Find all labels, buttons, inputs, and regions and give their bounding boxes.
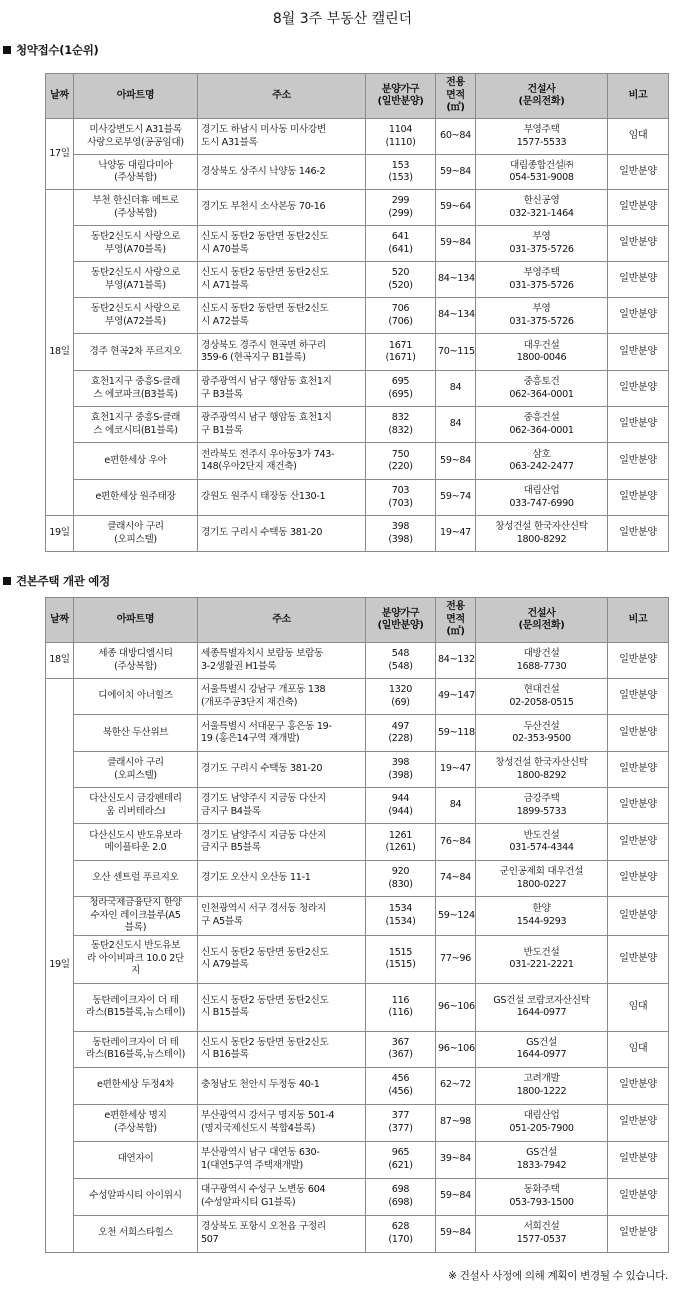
area-cell: 59~84 [436,1215,476,1252]
address-cell: 대구광역시 수성구 노변동 604 (수성알파시티 G1블록) [198,1178,366,1215]
table-row [46,334,669,371]
table-row [46,407,669,443]
section-heading-model-house [3,573,110,589]
table-row [46,443,669,480]
note-cell: 일반분양 [608,371,669,407]
column-header: 비고 [608,598,669,643]
units-cell: 398 (398) [366,516,436,552]
units-cell: 116 (116) [366,983,436,1031]
area-cell: 19~47 [436,752,476,788]
builder-cell: 군인공제회 대우건설 1800-0227 [476,861,608,897]
builder-cell: 현대건설 02-2058-0515 [476,679,608,715]
area-cell: 59~84 [436,155,476,190]
area-cell: 76~84 [436,824,476,861]
square-bullet-icon [3,46,11,54]
table-row [46,1031,669,1067]
column-header: 건설사 (문의전화) [476,598,608,643]
table-row [46,643,669,679]
apartment-name-cell: 동탄레이크자이 더 테 라스(B16블록,뉴스테이) [74,1031,198,1067]
units-cell: 520 (520) [366,262,436,298]
column-header: 아파트명 [74,74,198,119]
apartment-name-cell: 효천1지구 중흥S-클래 스 에코시티(B1블록) [74,407,198,443]
table-row [46,155,669,190]
section-heading-subscription [3,42,98,58]
builder-cell: 삼호 063-242-2477 [476,443,608,480]
units-cell: 695 (695) [366,371,436,407]
builder-cell: 두산건설 02-353-9500 [476,715,608,752]
table-row [46,371,669,407]
date-cell: 19일 [46,516,74,552]
units-cell: 920 (830) [366,861,436,897]
builder-cell: 창성건설 한국자산신탁 1800-8292 [476,516,608,552]
apartment-name-cell: 세종 대방디엠시티 (주상복합) [74,643,198,679]
apartment-name-cell: 클래시아 구리 (오피스텔) [74,752,198,788]
section-heading-label: 견본주택 개관 예정 [16,574,110,588]
builder-cell: 중흥건설 062-364-0001 [476,407,608,443]
address-cell: 서울특별시 강남구 개포동 138 (개포주공3단지 재건축) [198,679,366,715]
builder-cell: 대림산업 051-205-7900 [476,1104,608,1141]
address-cell: 세종특별자치시 보람동 보람동 3-2생활권 H1블록 [198,643,366,679]
note-cell: 일반분양 [608,715,669,752]
builder-cell: 부영 031-375-5726 [476,298,608,334]
header-row [46,598,669,643]
note-cell: 일반분양 [608,334,669,371]
units-cell: 1104 (1110) [366,119,436,155]
area-cell: 49~147 [436,679,476,715]
note-cell: 일반분양 [608,226,669,262]
table-row [46,679,669,715]
builder-cell: 대방건설 1688-7730 [476,643,608,679]
column-header: 분양가구 (일반분양) [366,74,436,119]
note-cell: 임대 [608,983,669,1031]
table-row [46,480,669,516]
apartment-name-cell: 효천1지구 중흥S-클래 스 에코파크(B3블록) [74,371,198,407]
section2-table [45,597,669,1253]
units-cell: 1515 (1515) [366,935,436,983]
builder-cell: 부영주택 1577-5533 [476,119,608,155]
table-row [46,190,669,226]
address-cell: 경기도 남양주시 지금동 다산지 금지구 B4블록 [198,788,366,824]
note-cell: 일반분양 [608,190,669,226]
column-header: 건설사 (문의전화) [476,74,608,119]
table-row [46,298,669,334]
square-bullet-icon [3,577,11,585]
address-cell: 서울특별시 서대문구 홍은동 19- 19 (홍은14구역 재개발) [198,715,366,752]
units-cell: 367 (367) [366,1031,436,1067]
column-header: 날짜 [46,74,74,119]
address-cell: 강원도 원주시 태장동 산130-1 [198,480,366,516]
units-cell: 750 (220) [366,443,436,480]
area-cell: 70~115 [436,334,476,371]
table-row [46,983,669,1031]
builder-cell: 대우건설 1800-0046 [476,334,608,371]
area-cell: 59~124 [436,897,476,936]
apartment-name-cell: 다산신도시 금강펜테리 움 리버테라스Ⅰ [74,788,198,824]
area-cell: 59~84 [436,226,476,262]
units-cell: 698 (698) [366,1178,436,1215]
units-cell: 1320 (69) [366,679,436,715]
table-row [46,516,669,552]
table-row [46,752,669,788]
table-row [46,788,669,824]
area-cell: 96~106 [436,983,476,1031]
area-cell: 84 [436,407,476,443]
units-cell: 497 (228) [366,715,436,752]
date-cell: 19일 [46,679,74,1253]
area-cell: 84~132 [436,643,476,679]
note-cell: 일반분양 [608,262,669,298]
column-header: 전용 면적 (㎡) [436,74,476,119]
builder-cell: 고려개발 1800-1222 [476,1067,608,1104]
table-row [46,897,669,936]
address-cell: 경기도 오산시 오산동 11-1 [198,861,366,897]
apartment-name-cell: 미사강변도시 A31블록 사랑으로부영(공공임대) [74,119,198,155]
table-row [46,1067,669,1104]
address-cell: 경기도 부천시 소사본동 70-16 [198,190,366,226]
note-cell: 일반분양 [608,1141,669,1178]
apartment-name-cell: 동탄레이크자이 더 테 라스(B15블록,뉴스테이) [74,983,198,1031]
note-cell: 일반분양 [608,155,669,190]
column-header: 주소 [198,598,366,643]
address-cell: 신도시 동탄2 동탄면 동탄2신도 시 A72블록 [198,298,366,334]
builder-cell: GS건설 1644-0977 [476,1031,608,1067]
units-cell: 398 (398) [366,752,436,788]
units-cell: 456 (456) [366,1067,436,1104]
units-cell: 1671 (1671) [366,334,436,371]
units-cell: 548 (548) [366,643,436,679]
address-cell: 경기도 구리시 수택동 381-20 [198,516,366,552]
address-cell: 부산광역시 남구 대연동 630- 1(대연5구역 주택재개발) [198,1141,366,1178]
note-cell: 일반분양 [608,516,669,552]
apartment-name-cell: 청라국제금융단지 한양 수자인 레이크블루(A5 블록) [74,897,198,936]
address-cell: 신도시 동탄2 동탄면 동탄2신도 시 A71블록 [198,262,366,298]
table-row [46,1215,669,1252]
table-row [46,226,669,262]
note-cell: 임대 [608,1031,669,1067]
note-cell: 일반분양 [608,1215,669,1252]
column-header: 날짜 [46,598,74,643]
apartment-name-cell: 클래시아 구리 (오피스텔) [74,516,198,552]
note-cell: 일반분양 [608,1178,669,1215]
builder-cell: 창성건설 한국자산신탁 1800-8292 [476,752,608,788]
area-cell: 96~106 [436,1031,476,1067]
units-cell: 965 (621) [366,1141,436,1178]
area-cell: 59~84 [436,443,476,480]
units-cell: 377 (377) [366,1104,436,1141]
address-cell: 신도시 동탄2 동탄면 동탄2신도 시 A79블록 [198,935,366,983]
area-cell: 59~64 [436,190,476,226]
address-cell: 인천광역시 서구 경서동 청라지 구 A5블록 [198,897,366,936]
address-cell: 광주광역시 남구 행암동 효천1지 구 B3블록 [198,371,366,407]
date-cell: 18일 [46,190,74,516]
units-cell: 153 (153) [366,155,436,190]
apartment-name-cell: e편한세상 명지 (주상복합) [74,1104,198,1141]
table-row [46,1178,669,1215]
table-row [46,1141,669,1178]
units-cell: 944 (944) [366,788,436,824]
note-cell: 일반분양 [608,788,669,824]
builder-cell: 한양 1544-9293 [476,897,608,936]
note-cell: 일반분양 [608,824,669,861]
area-cell: 84~134 [436,262,476,298]
table-row [46,824,669,861]
note-cell: 일반분양 [608,935,669,983]
apartment-name-cell: 동탄2신도시 사랑으로 부영(A71블록) [74,262,198,298]
note-cell: 일반분양 [608,897,669,936]
address-cell: 경기도 하남시 미사동 미사강변 도시 A31블록 [198,119,366,155]
table-row [46,1104,669,1141]
apartment-name-cell: 경주 현곡2차 푸르지오 [74,334,198,371]
apartment-name-cell: 수성알파시티 아이위시 [74,1178,198,1215]
note-cell: 일반분양 [608,1104,669,1141]
note-cell: 일반분양 [608,679,669,715]
section-heading-label: 청약접수(1순위) [16,43,99,57]
builder-cell: 대림종합건설㈜ 054-531-9008 [476,155,608,190]
area-cell: 62~72 [436,1067,476,1104]
apartment-name-cell: 북한산 두산위브 [74,715,198,752]
column-header: 주소 [198,74,366,119]
area-cell: 77~96 [436,935,476,983]
note-cell: 일반분양 [608,407,669,443]
address-cell: 신도시 동탄2 동탄면 동탄2신도 시 B16블록 [198,1031,366,1067]
table-row [46,262,669,298]
area-cell: 87~98 [436,1104,476,1141]
builder-cell: 금강주택 1899-5733 [476,788,608,824]
area-cell: 39~84 [436,1141,476,1178]
table-row [46,935,669,983]
apartment-name-cell: 부천 한신더휴 메트로 (주상복합) [74,190,198,226]
builder-cell: 부영 031-375-5726 [476,226,608,262]
note-cell: 일반분양 [608,861,669,897]
apartment-name-cell: 낙양동 대림다미아 (주상복합) [74,155,198,190]
units-cell: 628 (170) [366,1215,436,1252]
note-cell: 일반분양 [608,752,669,788]
builder-cell: 대림산업 033-747-6990 [476,480,608,516]
column-header: 아파트명 [74,598,198,643]
area-cell: 59~118 [436,715,476,752]
note-cell: 일반분양 [608,298,669,334]
apartment-name-cell: 다산신도시 반도유보라 메이플타운 2.0 [74,824,198,861]
area-cell: 59~74 [436,480,476,516]
builder-cell: 서희건설 1577-0537 [476,1215,608,1252]
apartment-name-cell: 대연자이 [74,1141,198,1178]
address-cell: 전라북도 전주시 우아동3가 743- 148(우아2단지 재건축) [198,443,366,480]
header-row [46,74,669,119]
address-cell: 신도시 동탄2 동탄면 동탄2신도 시 A70블록 [198,226,366,262]
units-cell: 832 (832) [366,407,436,443]
builder-cell: 동화주택 053-793-1500 [476,1178,608,1215]
address-cell: 경상북도 상주시 낙양동 146-2 [198,155,366,190]
area-cell: 19~47 [436,516,476,552]
address-cell: 충청남도 천안시 두정동 40-1 [198,1067,366,1104]
footnote: ※ 건설사 사정에 의해 계획이 변경될 수 있습니다. [448,1270,668,1282]
apartment-name-cell: 동탄2신도시 사랑으로 부영(A72블록) [74,298,198,334]
section1-table [45,73,669,552]
column-header: 전용 면적 (㎡) [436,598,476,643]
units-cell: 299 (299) [366,190,436,226]
note-cell: 임대 [608,119,669,155]
apartment-name-cell: 오산 센트럴 푸르지오 [74,861,198,897]
area-cell: 84 [436,371,476,407]
address-cell: 경기도 구리시 수택동 381-20 [198,752,366,788]
builder-cell: 한신공영 032-321-1464 [476,190,608,226]
units-cell: 641 (641) [366,226,436,262]
column-header: 분양가구 (일반분양) [366,598,436,643]
apartment-name-cell: e편한세상 우아 [74,443,198,480]
builder-cell: 반도건설 031-574-4344 [476,824,608,861]
area-cell: 84~134 [436,298,476,334]
apartment-name-cell: e편한세상 두정4차 [74,1067,198,1104]
units-cell: 1534 (1534) [366,897,436,936]
table-row [46,119,669,155]
units-cell: 703 (703) [366,480,436,516]
builder-cell: GS건설 코람코자산신탁 1644-0977 [476,983,608,1031]
area-cell: 59~84 [436,1178,476,1215]
note-cell: 일반분양 [608,480,669,516]
note-cell: 일반분양 [608,1067,669,1104]
builder-cell: 반도건설 031-221-2221 [476,935,608,983]
apartment-name-cell: 동탄2신도시 반도유보 라 아이비파크 10.0 2단 지 [74,935,198,983]
address-cell: 경기도 남양주시 지금동 다산지 금지구 B5블록 [198,824,366,861]
apartment-name-cell: e편한세상 원주태장 [74,480,198,516]
note-cell: 일반분양 [608,443,669,480]
note-cell: 일반분양 [608,643,669,679]
address-cell: 경상북도 포항시 오천읍 구정리 507 [198,1215,366,1252]
address-cell: 광주광역시 남구 행암동 효천1지 구 B1블록 [198,407,366,443]
address-cell: 경상북도 경주시 현곡면 하구리 359-6 (현곡지구 B1블록) [198,334,366,371]
date-cell: 18일 [46,643,74,679]
address-cell: 신도시 동탄2 동탄면 동탄2신도 시 B15블록 [198,983,366,1031]
table-row [46,861,669,897]
apartment-name-cell: 동탄2신도시 사랑으로 부영(A70블록) [74,226,198,262]
column-header: 비고 [608,74,669,119]
units-cell: 706 (706) [366,298,436,334]
table-row [46,715,669,752]
address-cell: 부산광역시 강서구 명지동 501-4 (명지국제신도시 복합4블록) [198,1104,366,1141]
area-cell: 74~84 [436,861,476,897]
area-cell: 84 [436,788,476,824]
builder-cell: 중흥토건 062-364-0001 [476,371,608,407]
builder-cell: GS건설 1833-7942 [476,1141,608,1178]
units-cell: 1261 (1261) [366,824,436,861]
apartment-name-cell: 디에이치 아너힐즈 [74,679,198,715]
date-cell: 17일 [46,119,74,190]
builder-cell: 부영주택 031-375-5726 [476,262,608,298]
apartment-name-cell: 오천 서희스타힐스 [74,1215,198,1252]
area-cell: 60~84 [436,119,476,155]
page-title: 8월 3주 부동산 캘린더 [272,11,413,27]
